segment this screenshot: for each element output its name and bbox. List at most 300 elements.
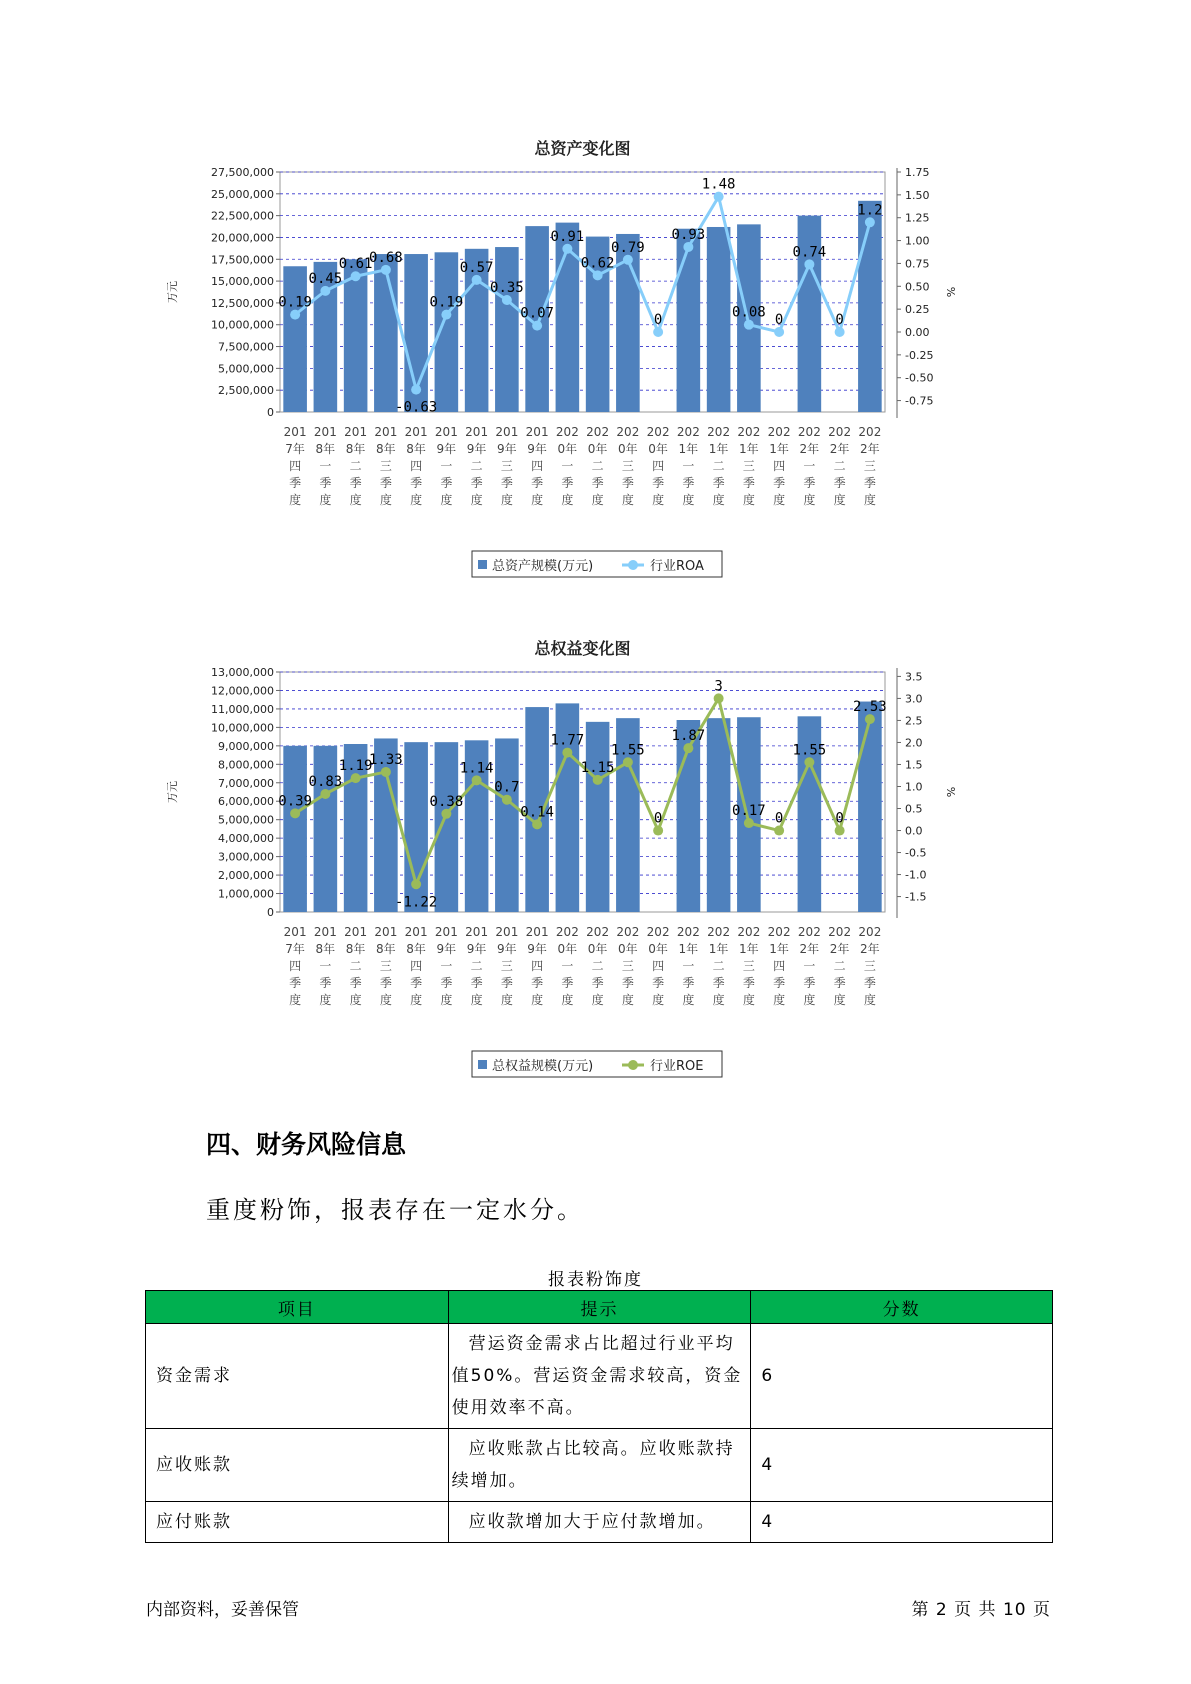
x-tick-label: 一 [561, 459, 574, 473]
x-tick-label: 202 [555, 925, 579, 939]
line-point [683, 743, 693, 753]
bar [314, 746, 338, 912]
x-tick-label: 度 [410, 993, 423, 1007]
data-label: 0.19 [429, 294, 464, 311]
x-tick-label: 季 [712, 976, 725, 990]
x-tick-label: 三 [500, 959, 513, 973]
legend-bar-label: 总权益规模(万元) [492, 1059, 594, 1074]
x-tick-label: 季 [591, 976, 604, 990]
x-tick-label: 四 [652, 459, 665, 473]
y2-tick-label: -0.50 [905, 371, 934, 385]
y-tick-label: 0 [267, 906, 274, 919]
x-tick-label: 三 [379, 959, 392, 973]
header-item: 项目 [146, 1291, 449, 1324]
x-tick-label: 季 [803, 476, 816, 490]
data-label: 1.48 [701, 176, 736, 193]
data-label: 0.07 [520, 305, 554, 322]
line-point [744, 818, 754, 828]
x-tick-label: 度 [561, 493, 574, 507]
x-tick-label: 2年 [829, 942, 850, 956]
x-tick-label: 9年 [466, 442, 487, 456]
row-score: 4 [751, 1502, 1053, 1543]
x-tick-label: 二 [470, 459, 483, 473]
x-tick-label: 度 [652, 493, 665, 507]
row-item: 资金需求 [146, 1324, 449, 1429]
x-tick-label: 8年 [406, 442, 426, 456]
x-tick-label: 202 [797, 925, 821, 939]
bar [495, 738, 519, 912]
x-tick-label: 季 [319, 976, 332, 990]
x-tick-label: 201 [344, 425, 368, 439]
line-point [502, 795, 512, 805]
x-tick-label: 度 [742, 993, 755, 1007]
x-tick-label: 度 [712, 493, 725, 507]
x-tick-label: 202 [828, 925, 852, 939]
x-tick-label: 0年 [587, 942, 608, 956]
line-point [472, 275, 482, 285]
header-score: 分数 [751, 1291, 1053, 1324]
x-tick-label: 201 [434, 425, 458, 439]
footer-confidential: 内部资料，妥善保管 [146, 1600, 299, 1620]
y-tick-label: 2,500,000 [218, 384, 274, 398]
line-point [562, 244, 572, 254]
line-point [502, 295, 512, 305]
x-tick-label: 度 [289, 493, 302, 507]
data-label: 0.35 [490, 280, 524, 296]
risk-summary-text: 重度粉饰，报表存在一定水分。 [206, 1196, 584, 1224]
x-tick-label: 度 [500, 993, 513, 1007]
x-tick-label: 202 [737, 925, 761, 939]
line-point [865, 714, 875, 724]
line-point [593, 775, 603, 785]
x-tick-label: 一 [682, 959, 695, 973]
x-tick-label: 季 [470, 976, 483, 990]
x-tick-label: 201 [344, 925, 368, 939]
data-label: 1.55 [792, 742, 827, 759]
x-tick-label: 度 [833, 993, 846, 1007]
line-point [835, 327, 845, 337]
x-tick-label: 202 [707, 425, 731, 439]
x-tick-label: 季 [682, 476, 695, 490]
x-tick-label: 度 [742, 493, 755, 507]
line-point [714, 693, 724, 703]
x-tick-label: 度 [621, 993, 634, 1007]
x-tick-label: 季 [440, 976, 453, 990]
total-assets-chart-svg [150, 140, 1050, 595]
line-point [683, 242, 693, 252]
y2-axis-label: % [944, 286, 957, 298]
y2-tick-label: 0.0 [905, 824, 923, 838]
data-label: 0.83 [308, 773, 343, 790]
x-tick-label: 0年 [648, 442, 668, 456]
x-tick-label: 三 [621, 459, 634, 473]
data-label: 1.33 [369, 751, 403, 768]
data-label: 0.08 [732, 304, 766, 321]
x-tick-label: 一 [803, 459, 816, 473]
x-tick-label: 7年 [285, 942, 305, 956]
x-tick-label: 8年 [315, 442, 336, 456]
chart-title: 总资产变化图 [534, 140, 631, 158]
x-tick-label: 度 [470, 993, 483, 1007]
table-header-row [146, 1291, 1053, 1324]
line-point [653, 327, 663, 337]
x-tick-label: 一 [682, 459, 695, 473]
data-label: 0.93 [671, 226, 706, 243]
data-label: 1.19 [338, 758, 373, 775]
x-tick-label: 202 [616, 425, 640, 439]
x-tick-label: 四 [531, 959, 544, 973]
y2-tick-label: 2.0 [905, 736, 923, 750]
footer-page-number: 第 2 页 共 10 页 [911, 1600, 1051, 1620]
x-tick-label: 季 [652, 976, 665, 990]
legend-line-label: 行业ROA [650, 559, 704, 574]
y2-tick-label: 2.5 [905, 714, 923, 728]
x-tick-label: 三 [379, 459, 392, 473]
x-tick-label: 一 [319, 959, 332, 973]
x-tick-label: 2年 [860, 942, 880, 956]
x-tick-label: 季 [803, 976, 816, 990]
x-tick-label: 季 [500, 476, 513, 490]
y2-tick-label: -1.5 [905, 890, 927, 904]
x-tick-label: 202 [797, 425, 821, 439]
x-tick-label: 8年 [376, 442, 396, 456]
x-tick-label: 1年 [708, 942, 729, 956]
x-tick-label: 季 [289, 976, 302, 990]
y2-tick-label: 3.0 [905, 692, 923, 706]
data-label: 1.2 [857, 202, 883, 219]
x-tick-label: 二 [833, 959, 846, 973]
line-point [381, 265, 391, 275]
x-tick-label: 202 [737, 425, 761, 439]
x-tick-label: 四 [773, 459, 786, 473]
x-tick-label: 季 [773, 476, 786, 490]
x-tick-label: 季 [833, 476, 846, 490]
y-tick-label: 10,000,000 [211, 721, 274, 735]
x-tick-label: 度 [863, 993, 876, 1007]
y-tick-label: 15,000,000 [211, 275, 274, 289]
x-tick-label: 202 [858, 925, 882, 939]
plot-frame [280, 172, 885, 412]
row-tip: 营运资金需求占比超过行业平均值50%。营运资金需求较高，资金使用效率不高。 [448, 1324, 751, 1429]
y-tick-label: 1,000,000 [218, 887, 274, 901]
bar [677, 229, 701, 412]
data-label: 2.53 [853, 699, 887, 716]
y2-tick-label: 3.5 [905, 670, 923, 684]
line-point [351, 773, 361, 783]
data-label: 1.14 [459, 760, 494, 777]
x-tick-label: 1年 [769, 442, 789, 456]
line-point [835, 826, 845, 836]
line-point [441, 310, 451, 320]
y-axis-label: 万元 [166, 781, 179, 803]
x-tick-label: 四 [410, 459, 423, 473]
x-tick-label: 202 [767, 925, 791, 939]
x-tick-label: 202 [555, 425, 579, 439]
y2-tick-label: 1.75 [905, 166, 930, 179]
x-tick-label: 季 [470, 476, 483, 490]
y-tick-label: 20,000,000 [211, 231, 274, 245]
data-label: 0.62 [580, 255, 615, 272]
x-tick-label: 201 [313, 425, 337, 439]
bar [495, 247, 519, 412]
line-point [865, 217, 875, 227]
x-tick-label: 1年 [739, 442, 759, 456]
y-tick-label: 7,000,000 [218, 776, 274, 790]
x-tick-label: 201 [525, 925, 549, 939]
x-tick-label: 202 [646, 925, 670, 939]
data-label: 0 [774, 312, 784, 328]
x-tick-label: 201 [434, 925, 458, 939]
x-tick-label: 一 [803, 959, 816, 973]
y-tick-label: 7,500,000 [218, 340, 274, 354]
x-tick-label: 201 [525, 425, 549, 439]
x-tick-label: 0年 [618, 942, 638, 956]
x-tick-label: 季 [289, 476, 302, 490]
x-tick-label: 一 [561, 959, 574, 973]
x-tick-label: 1年 [708, 442, 729, 456]
x-tick-label: 0年 [557, 942, 578, 956]
section-heading: 四、财务风险信息 [206, 1130, 407, 1159]
legend-line-marker [628, 560, 638, 570]
x-tick-label: 四 [652, 959, 665, 973]
bar [374, 254, 398, 412]
x-tick-label: 度 [712, 993, 725, 1007]
row-score: 4 [751, 1429, 1053, 1502]
x-tick-label: 二 [591, 959, 604, 973]
data-label: 0 [835, 312, 844, 328]
x-tick-label: 202 [676, 925, 700, 939]
x-tick-label: 四 [531, 459, 544, 473]
x-tick-label: 度 [319, 493, 332, 507]
table-row [146, 1502, 1053, 1543]
x-tick-label: 三 [500, 459, 513, 473]
x-tick-label: 四 [289, 959, 302, 973]
x-tick-label: 四 [773, 959, 786, 973]
x-tick-label: 1年 [739, 942, 759, 956]
x-tick-label: 季 [863, 976, 876, 990]
line-point [653, 826, 663, 836]
x-tick-label: 季 [349, 476, 362, 490]
x-tick-label: 三 [863, 459, 876, 473]
x-tick-label: 度 [349, 493, 362, 507]
x-tick-label: 季 [652, 476, 665, 490]
line-point [774, 826, 784, 836]
line-point [744, 320, 754, 330]
line-point [441, 809, 451, 819]
x-tick-label: 202 [646, 425, 670, 439]
line-point [320, 286, 330, 296]
x-tick-label: 1年 [678, 442, 699, 456]
x-tick-label: 度 [531, 493, 544, 507]
data-label: 0.17 [732, 803, 766, 820]
x-tick-label: 度 [773, 993, 786, 1007]
y-tick-label: 17,500,000 [211, 253, 274, 267]
x-tick-label: 201 [404, 425, 428, 439]
legend-bar-label: 总资产规模(万元) [492, 559, 594, 574]
legend-line-label: 行业ROE [650, 1059, 704, 1074]
data-label: 1.77 [550, 732, 585, 749]
y2-tick-label: -0.5 [905, 846, 927, 860]
x-tick-label: 度 [561, 993, 574, 1007]
y-tick-label: 12,500,000 [211, 296, 274, 310]
data-label: 0 [653, 810, 663, 827]
y-tick-label: 13,000,000 [211, 666, 274, 679]
x-tick-label: 2年 [829, 442, 850, 456]
data-label: 0.91 [550, 228, 585, 245]
x-tick-label: 三 [742, 959, 755, 973]
line-point [804, 259, 814, 269]
x-tick-label: 季 [863, 476, 876, 490]
bar [586, 722, 610, 912]
x-tick-label: 季 [591, 476, 604, 490]
x-tick-label: 202 [767, 425, 791, 439]
x-tick-label: 9年 [527, 942, 547, 956]
x-tick-label: 季 [379, 976, 392, 990]
line-point [774, 327, 784, 337]
bar [707, 718, 731, 912]
table-row [146, 1429, 1053, 1502]
x-tick-label: 202 [828, 425, 852, 439]
data-label: 0.38 [429, 793, 464, 810]
y-tick-label: 4,000,000 [218, 832, 274, 846]
data-label: -0.63 [395, 399, 438, 416]
line-point [411, 385, 421, 395]
legend-line-marker [628, 1060, 638, 1070]
x-tick-label: 度 [379, 493, 392, 507]
line-point [472, 775, 482, 785]
y2-tick-label: 0.00 [905, 326, 930, 339]
y2-tick-label: 1.00 [905, 234, 930, 248]
x-tick-label: 季 [833, 976, 846, 990]
bar [344, 259, 368, 412]
x-tick-label: 三 [742, 459, 755, 473]
x-tick-label: 8年 [376, 942, 396, 956]
x-tick-label: 季 [319, 476, 332, 490]
y2-tick-label: 0.5 [905, 802, 923, 816]
data-label: 3 [714, 678, 723, 695]
x-tick-label: 9年 [436, 942, 457, 956]
x-tick-label: 度 [591, 493, 604, 507]
y-tick-label: 9,000,000 [218, 739, 274, 753]
x-tick-label: 1年 [769, 942, 789, 956]
x-tick-label: 8年 [345, 942, 366, 956]
data-label: 0.45 [308, 270, 343, 287]
x-tick-label: 202 [707, 925, 731, 939]
x-tick-label: 8年 [345, 442, 366, 456]
x-tick-label: 度 [833, 493, 846, 507]
x-tick-label: 季 [682, 976, 695, 990]
legend-bar-swatch [478, 1060, 487, 1069]
data-label: 1.15 [580, 759, 615, 776]
x-tick-label: 二 [349, 459, 362, 473]
y-tick-label: 11,000,000 [211, 702, 274, 716]
header-tip: 提示 [448, 1291, 751, 1324]
x-tick-label: 201 [465, 925, 489, 939]
y-axis-label: 万元 [166, 281, 179, 303]
data-label: 0 [835, 810, 844, 827]
x-tick-label: 度 [319, 993, 332, 1007]
row-item: 应收账款 [146, 1429, 449, 1502]
x-tick-label: 度 [470, 493, 483, 507]
x-tick-label: 8年 [315, 942, 336, 956]
chart-title: 总权益变化图 [534, 640, 631, 658]
x-tick-label: 度 [591, 993, 604, 1007]
x-tick-label: 季 [621, 476, 634, 490]
x-tick-label: 一 [440, 459, 453, 473]
y-tick-label: 25,000,000 [211, 187, 274, 201]
x-tick-label: 季 [621, 976, 634, 990]
x-tick-label: 201 [283, 425, 307, 439]
y-tick-label: 2,000,000 [218, 869, 274, 883]
line-point [290, 808, 300, 818]
y2-tick-label: -1.0 [905, 868, 927, 882]
x-tick-label: 2年 [799, 942, 820, 956]
x-tick-label: 二 [712, 959, 725, 973]
x-tick-label: 0年 [648, 942, 668, 956]
x-tick-label: 201 [283, 925, 307, 939]
line-point [351, 271, 361, 281]
y2-tick-label: 1.25 [905, 211, 930, 225]
table-caption: 报表粉饰度 [548, 1270, 643, 1290]
y2-tick-label: -0.75 [905, 394, 934, 408]
data-label: 0.74 [792, 244, 827, 261]
data-label: 0.19 [278, 294, 312, 311]
y-tick-label: 3,000,000 [218, 850, 274, 864]
x-tick-label: 度 [652, 993, 665, 1007]
y2-tick-label: 1.0 [905, 780, 923, 794]
total-equity-chart-svg [150, 640, 1050, 1095]
y2-tick-label: -0.25 [905, 348, 934, 362]
x-tick-label: 季 [349, 976, 362, 990]
y-tick-label: 8,000,000 [218, 758, 274, 772]
x-tick-label: 二 [470, 959, 483, 973]
x-tick-label: 季 [379, 476, 392, 490]
x-tick-label: 201 [495, 425, 519, 439]
bar [858, 702, 882, 912]
line-point [714, 192, 724, 202]
x-tick-label: 2年 [799, 442, 820, 456]
legend-bar-swatch [478, 560, 487, 569]
data-label: 0.39 [278, 793, 312, 810]
x-tick-label: 度 [803, 493, 816, 507]
data-label: 0 [653, 312, 663, 328]
total-equity-chart [150, 640, 1050, 1095]
data-label: 0.57 [459, 259, 494, 276]
x-tick-label: 度 [531, 993, 544, 1007]
y2-tick-label: 0.75 [905, 257, 930, 271]
x-tick-label: 9年 [466, 942, 487, 956]
x-tick-label: 202 [586, 925, 610, 939]
x-tick-label: 201 [374, 925, 398, 939]
x-tick-label: 0年 [618, 442, 638, 456]
x-tick-label: 季 [410, 476, 423, 490]
x-tick-label: 四 [410, 959, 423, 973]
y2-tick-label: 0.50 [905, 280, 930, 294]
data-label: 0 [774, 810, 784, 827]
bar [707, 227, 731, 412]
bar [283, 746, 307, 912]
y-tick-label: 5,000,000 [218, 813, 274, 827]
bar [435, 742, 459, 912]
data-label: 1.55 [611, 742, 645, 759]
x-tick-label: 二 [712, 459, 725, 473]
x-tick-label: 度 [379, 993, 392, 1007]
bar [858, 201, 882, 412]
data-label: 0.68 [369, 249, 403, 266]
x-tick-label: 季 [561, 476, 574, 490]
table-row [146, 1324, 1053, 1429]
line-point [623, 757, 633, 767]
